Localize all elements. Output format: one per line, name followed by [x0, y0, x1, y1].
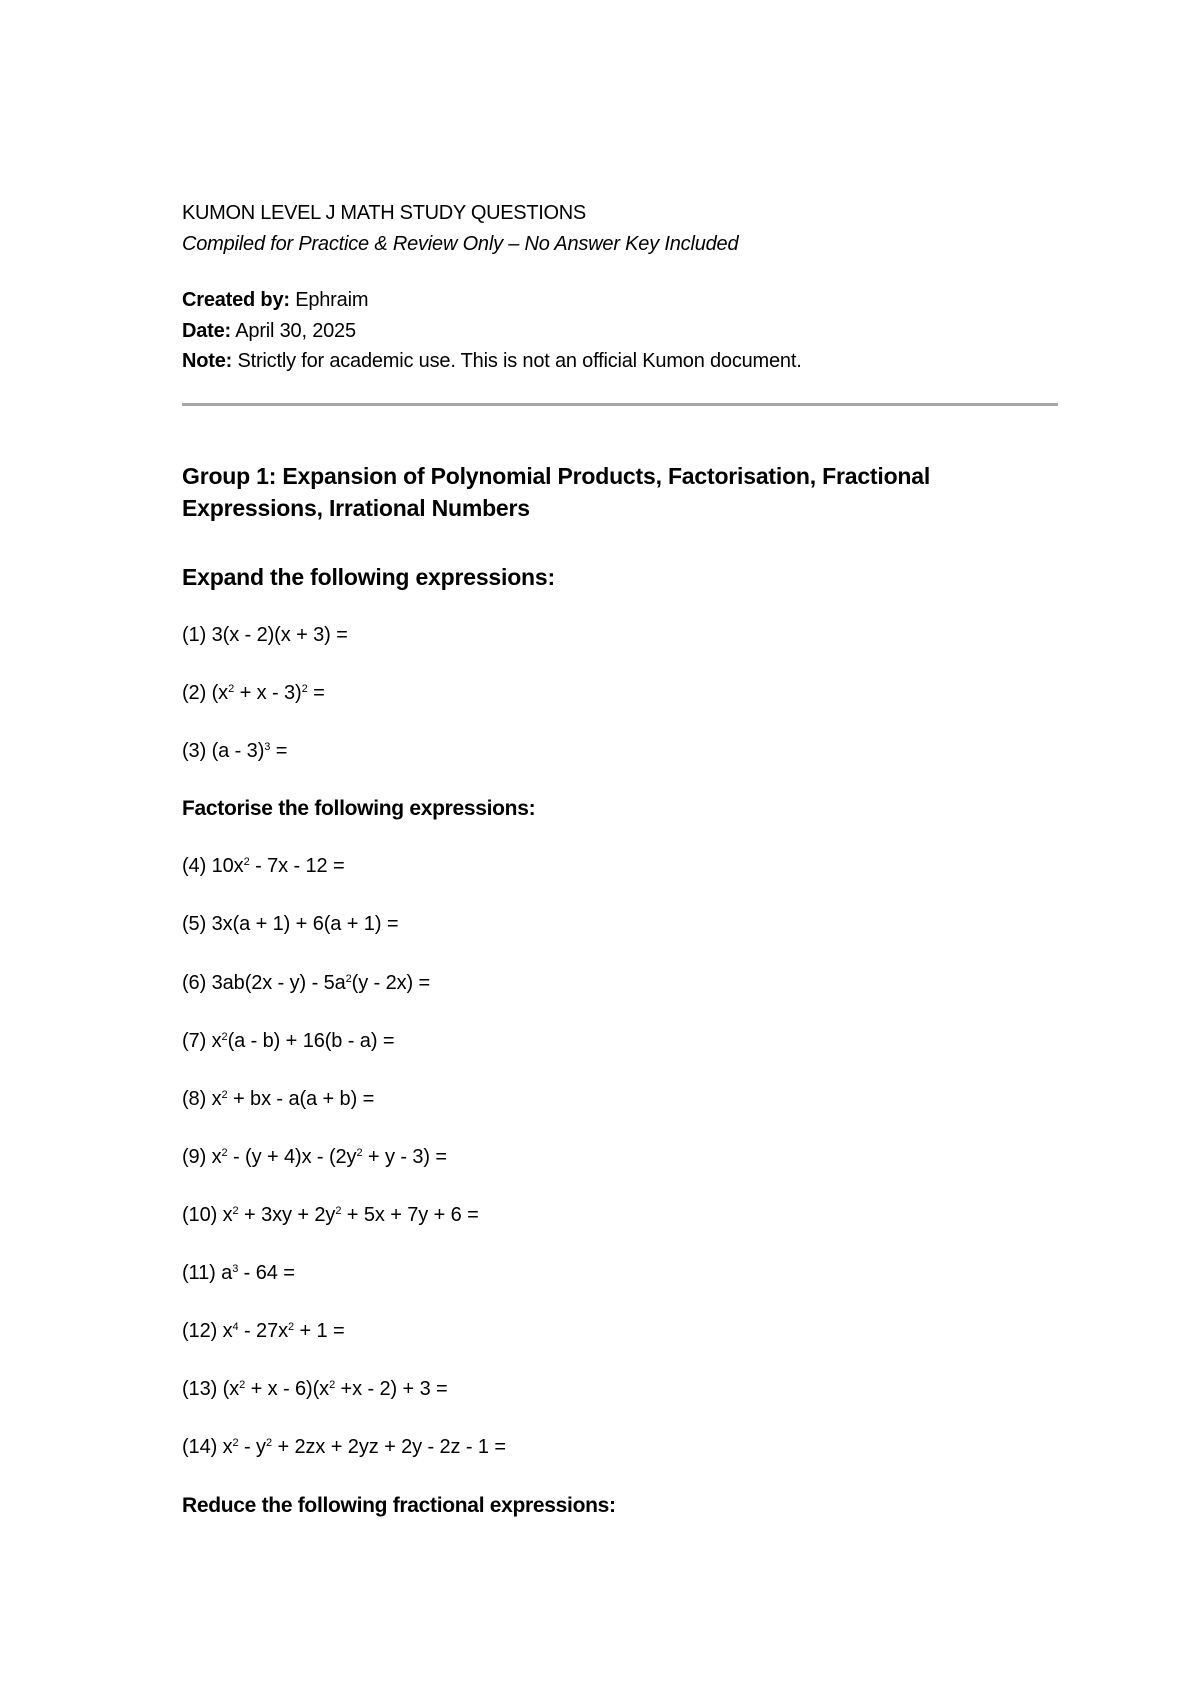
question-number: (11) — [182, 1262, 216, 1284]
question-number: (1) — [182, 624, 207, 646]
created-by-label: Created by: — [182, 289, 290, 311]
document-subtitle: Compiled for Practice & Review Only – No Answer Key Included — [182, 233, 739, 255]
note-label: Note: — [182, 350, 233, 372]
question-13: (13) $(x^2 + x - 6)(x^2 +x - 2) + 3$ = — [182, 1378, 448, 1400]
question-number: (3) — [182, 740, 207, 762]
question-10: (10) $x^2 + 3xy + 2y^2 + 5x + 7y + 6$ = — [182, 1204, 479, 1226]
question-number: (7) — [182, 1030, 207, 1052]
question-12: (12) $x^4 - 27x^2 + 1$ = — [182, 1320, 345, 1342]
created-by-value: Ephraim — [289, 289, 369, 311]
question-3: (3) (a - 3)$^3$ = — [182, 740, 288, 762]
note-value: Strictly for academic use. This is not an official Kumon document. — [232, 350, 802, 372]
question-11: (11) $a^3 - 64$ = — [182, 1262, 295, 1284]
group-1-title: Group 1: Expansion of Polynomial Products, Factorisation, Fractional Expressions, Irrational Numbers — [182, 463, 931, 521]
created-by-line — [182, 287, 368, 313]
question-number: (8) — [182, 1088, 207, 1110]
factorise-heading: Factorise the following expressions: — [182, 797, 536, 820]
question-8: (8) $x^2$ + bx - a(a + b) = — [182, 1088, 375, 1110]
reduce-heading: Reduce the following fractional expressions: — [182, 1494, 616, 1517]
expand-heading: Expand the following expressions: — [182, 564, 555, 590]
question-expression: 3(x - 2)(x + 3) = — [211, 624, 348, 646]
note-line — [182, 348, 802, 374]
question-number: (10) — [182, 1204, 218, 1226]
question-number: (12) — [182, 1320, 218, 1342]
horizontal-divider — [182, 403, 1058, 406]
document-title: KUMON LEVEL J MATH STUDY QUESTIONS — [182, 202, 586, 224]
question-5: (5) 3x(a + 1) + 6(a + 1) = — [182, 913, 399, 935]
question-number: (5) — [182, 913, 207, 935]
question-number: (9) — [182, 1146, 207, 1168]
question-number: (2) — [182, 682, 207, 704]
question-1 — [182, 622, 348, 648]
question-number: (4) — [182, 855, 207, 877]
date-value: April 30, 2025 — [231, 320, 356, 342]
question-7: (7) $x^2(a - b) + 16(b - a)$ = — [182, 1030, 395, 1052]
question-number: (14) — [182, 1436, 218, 1458]
question-2: (2) $(x^2 + x - 3)^2$ = — [182, 682, 325, 704]
question-number: (13) — [182, 1378, 218, 1400]
date-label: Date: — [182, 320, 232, 342]
question-9: (9) $x^2 - (y + 4)x - (2y^2 + y - 3)$ = — [182, 1146, 447, 1168]
question-4: (4) $10x^2 - 7x - 12$ = — [182, 855, 345, 877]
question-number: (6) — [182, 972, 207, 994]
date-line — [182, 318, 356, 344]
question-6: (6) $3ab(2x - y) - 5a^2(y - 2x)$ = — [182, 972, 431, 994]
question-14: (14) $x^2 - y^2 + 2zx + 2yz + 2y - 2z - 1$ = — [182, 1436, 506, 1458]
